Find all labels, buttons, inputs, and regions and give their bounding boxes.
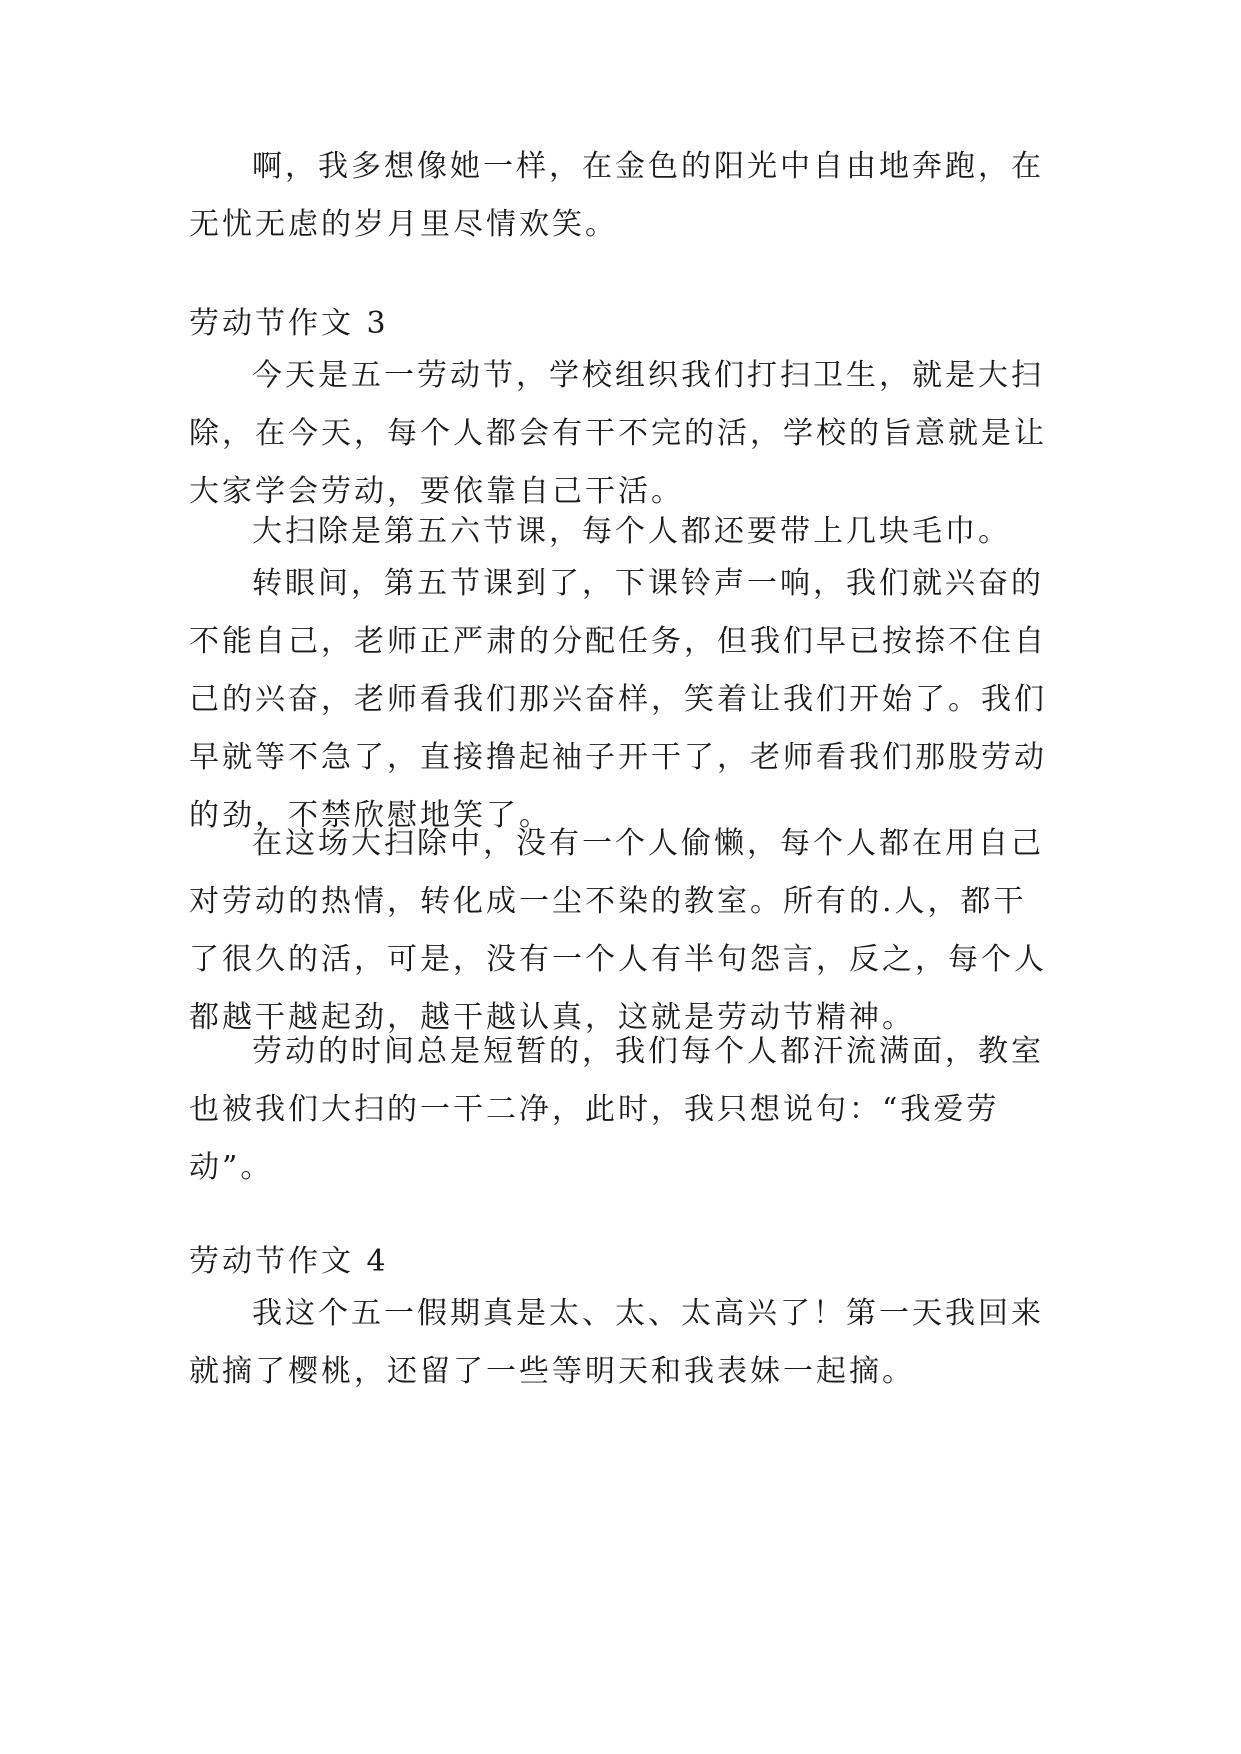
text-line: 大扫除是第五六节课，每个人都还要带上几块毛巾。 bbox=[252, 514, 1011, 549]
paragraph bbox=[189, 1023, 1059, 1197]
text-line: 不能自己，老师正严肃的分配任务，但我们早已按捺不住自 bbox=[189, 624, 1047, 659]
text-line: 大家学会劳动，要依靠自己干活。 bbox=[189, 474, 684, 509]
paragraph bbox=[189, 1285, 1059, 1401]
text-line: 就摘了樱桃，还留了一些等明天和我表妹一起摘。 bbox=[189, 1354, 915, 1389]
text-line: 转眼间，第五节课到了，下课铃声一响，我们就兴奋的 bbox=[252, 566, 1044, 601]
text-line: 在这场大扫除中，没有一个人偷懒，每个人都在用自己 bbox=[252, 826, 1044, 861]
text-line: 动”。 bbox=[189, 1150, 274, 1185]
paragraph bbox=[189, 138, 1059, 254]
paragraph bbox=[189, 555, 1059, 845]
section-heading bbox=[189, 1233, 1059, 1291]
text-line: 除，在今天，每个人都会有干不完的活，学校的旨意就是让 bbox=[189, 416, 1047, 451]
text-line: 己的兴奋，老师看我们那兴奋样，笑着让我们开始了。我们 bbox=[189, 682, 1047, 717]
text-line: 我这个五一假期真是太、太、太高兴了！第一天我回来 bbox=[252, 1296, 1044, 1331]
section-heading bbox=[189, 295, 1059, 353]
heading-text: 劳动节作文 3 bbox=[189, 306, 389, 341]
text-line: 的劲，不禁欣慰地笑了。 bbox=[189, 798, 552, 833]
text-line: 无忧无虑的岁月里尽情欢笑。 bbox=[189, 207, 618, 242]
text-line: 啊，我多想像她一样，在金色的阳光中自由地奔跑，在 bbox=[252, 149, 1044, 184]
text-line: 劳动的时间总是短暂的，我们每个人都汗流满面，教室 bbox=[252, 1034, 1044, 1069]
paragraph bbox=[189, 503, 1059, 561]
text-line: 都越干越起劲，越干越认真，这就是劳动节精神。 bbox=[189, 1000, 915, 1035]
paragraph bbox=[189, 347, 1059, 521]
text-line: 今天是五一劳动节，学校组织我们打扫卫生，就是大扫 bbox=[252, 358, 1044, 393]
text-line: 对劳动的热情，转化成一尘不染的教室。所有的.人，都干 bbox=[189, 884, 1027, 919]
paragraph bbox=[189, 815, 1059, 1047]
heading-text: 劳动节作文 4 bbox=[189, 1244, 389, 1279]
text-line: 了很久的活，可是，没有一个人有半句怨言，反之，每个人 bbox=[189, 942, 1047, 977]
text-line: 也被我们大扫的一干二净，此时，我只想说句：“我爱劳 bbox=[189, 1092, 1000, 1127]
text-line: 早就等不急了，直接撸起袖子开干了，老师看我们那股劳动 bbox=[189, 740, 1047, 775]
